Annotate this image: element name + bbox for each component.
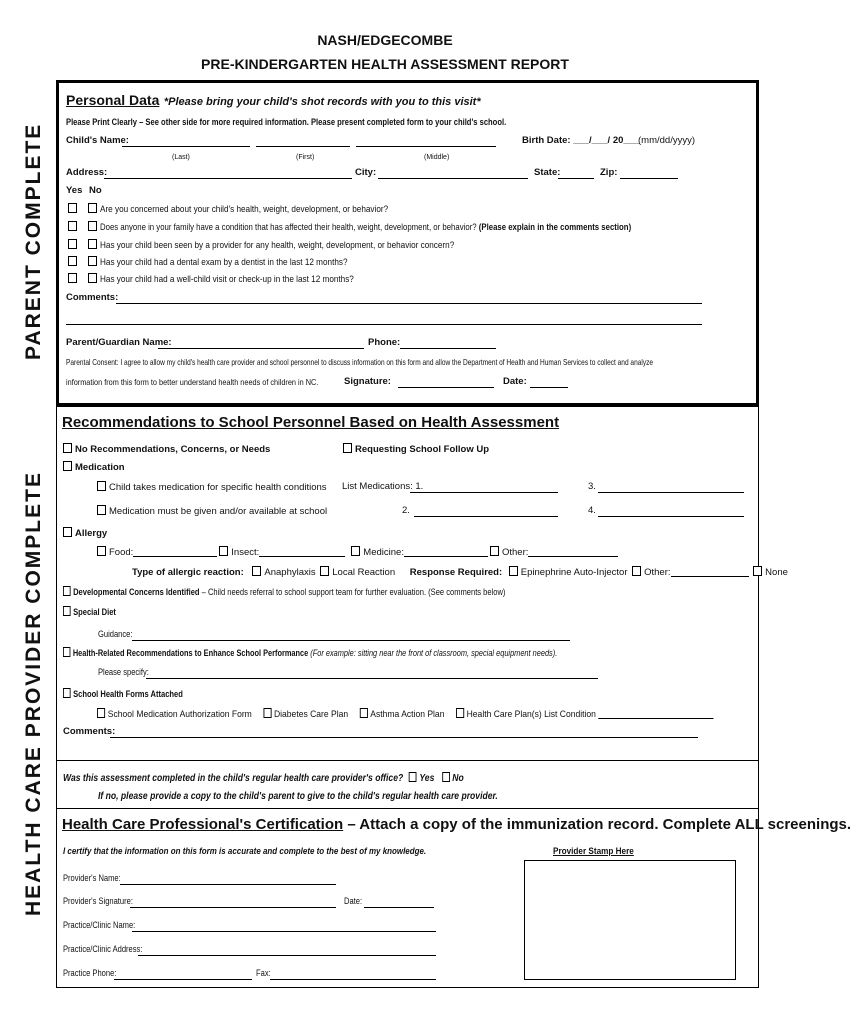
- specify-label: Please specify:: [98, 667, 149, 677]
- certification-heading-row: [62, 816, 851, 833]
- reaction-type-label: Type of allergic reaction:: [132, 567, 244, 578]
- zip-label: Zip:: [600, 167, 618, 178]
- signature-label: Signature:: [344, 376, 391, 387]
- comments-field-line2[interactable]: [66, 314, 702, 325]
- other-response-checkbox[interactable]: [632, 566, 641, 576]
- office-no-label: No: [452, 773, 464, 784]
- other-response-field[interactable]: [671, 566, 749, 577]
- explain-note: (Please explain in the comments section): [478, 222, 632, 233]
- developmental-checkbox[interactable]: [63, 586, 71, 596]
- personal-data-heading: Personal Data: [66, 92, 160, 108]
- anaphylaxis-label: Anaphylaxis: [264, 567, 316, 578]
- epipen-checkbox[interactable]: [509, 566, 518, 576]
- birth-date-format: (mm/dd/yyyy): [638, 135, 695, 146]
- list-meds-label: List Medications: 1.: [342, 481, 424, 492]
- no-recs-label: No Recommendations, Concerns, or Needs: [75, 444, 271, 455]
- office-no-checkbox[interactable]: [442, 772, 450, 782]
- provider-complete-tab: HEALTH CARE PROVIDER COMPLETE: [22, 471, 45, 917]
- local-reaction-label: Local Reaction: [332, 567, 396, 578]
- asthma-plan-checkbox[interactable]: [360, 708, 368, 718]
- address-field[interactable]: [104, 168, 352, 179]
- q5-yes-checkbox[interactable]: [68, 273, 77, 283]
- yes-column-label: Yes: [66, 185, 83, 196]
- practice-name-field[interactable]: [132, 921, 436, 932]
- forms-checkbox[interactable]: [63, 688, 71, 698]
- provider-stamp-box[interactable]: [524, 860, 736, 980]
- other-allergy-field[interactable]: [528, 546, 618, 557]
- medication-2-field[interactable]: [414, 506, 558, 517]
- med-option-row: [97, 505, 327, 517]
- signature-field[interactable]: [398, 377, 494, 388]
- guardian-name-field[interactable]: [158, 338, 364, 349]
- parent-complete-tab: PARENT COMPLETE: [22, 122, 45, 360]
- office-yes-checkbox[interactable]: [409, 772, 417, 782]
- medicine-label: Medicine:: [363, 547, 404, 558]
- developmental-row: [63, 586, 505, 597]
- anaphylaxis-checkbox[interactable]: [252, 566, 261, 576]
- city-label: City:: [355, 167, 377, 178]
- practice-phone-label: Practice Phone:: [63, 968, 117, 978]
- question-text: Has your child had a dental exam by a dentist in the last 12 months?: [100, 257, 348, 268]
- forms-row: [63, 688, 183, 699]
- divider: [56, 808, 759, 809]
- other-allergy-label: Other:: [501, 547, 529, 558]
- comments-label: Comments:: [66, 292, 119, 303]
- middle-name-caption: (Middle): [424, 154, 450, 161]
- provider-signature-label: Provider's Signature:: [63, 896, 133, 906]
- allergy-row: [63, 527, 107, 539]
- med-option-row: [97, 481, 327, 493]
- asthma-plan-label: Asthma Action Plan: [370, 709, 445, 720]
- child-middle-name-field[interactable]: [356, 136, 496, 147]
- allergy-checkbox[interactable]: [63, 527, 72, 537]
- allergy-label: Allergy: [75, 528, 108, 539]
- medication-1-field[interactable]: [410, 482, 558, 493]
- health-care-plan-checkbox[interactable]: [456, 708, 464, 718]
- guardian-name-label: Parent/Guardian Name:: [66, 337, 172, 348]
- food-checkbox[interactable]: [97, 546, 106, 556]
- provider-signature-field[interactable]: [130, 897, 336, 908]
- condition-field[interactable]: [598, 708, 713, 719]
- specify-field[interactable]: [146, 668, 598, 679]
- num3-label: 3.: [588, 481, 596, 492]
- followup-row: [343, 443, 489, 455]
- medicine-checkbox[interactable]: [351, 546, 360, 556]
- none-label: None: [765, 567, 788, 578]
- guidance-field[interactable]: [132, 630, 570, 641]
- q3-yes-checkbox[interactable]: [68, 239, 77, 249]
- office-question: Was this assessment completed in the child's regular health care provider's office?: [63, 773, 404, 784]
- no-recs-checkbox[interactable]: [63, 443, 72, 453]
- question-text: Has your child had a well-child visit or check-up in the last 12 months?: [100, 274, 354, 285]
- recommendations-heading: Recommendations to School Personnel Based on Health Assessment: [62, 414, 560, 431]
- certification-heading: Health Care Professional's Certification: [62, 816, 344, 833]
- personal-data-heading-row: [66, 92, 481, 110]
- date-label: Date:: [503, 376, 527, 387]
- address-label: Address:: [66, 167, 108, 178]
- num4-label: 4.: [588, 505, 596, 516]
- child-name-label: Child's Name:: [66, 135, 129, 146]
- forms-label: School Health Forms Attached: [73, 689, 183, 699]
- q2-no-checkbox[interactable]: [88, 221, 97, 231]
- no-column-label: No: [89, 185, 102, 196]
- local-reaction-checkbox[interactable]: [320, 566, 329, 576]
- instructions: Please Print Clearly – See other side for more required information. Please present completed form to your child's school.: [66, 117, 507, 128]
- consent-text: Parental Consent: I agree to allow my child's health care provider and school personnel to discuss information on this form and allow the Department of Health and Human Services to collect and analyze: [66, 357, 654, 367]
- question-row: [68, 239, 512, 251]
- fax-label: Fax:: [256, 968, 271, 978]
- performance-note: (For example: sitting near the front of classroom, special equipment needs).: [310, 648, 558, 658]
- practice-name-label: Practice/Clinic Name:: [63, 920, 136, 930]
- birth-date-field[interactable]: Birth Date: ___/___/ 20___: [522, 135, 640, 146]
- response-label: Response Required:: [409, 567, 503, 578]
- practice-phone-field[interactable]: [114, 969, 252, 980]
- no-recs-row: [63, 443, 270, 455]
- med-option2-label: Medication must be given and/or available at school: [109, 506, 328, 517]
- diabetes-plan-label: Diabetes Care Plan: [273, 709, 349, 720]
- phone-field[interactable]: [400, 338, 496, 349]
- zip-field[interactable]: [620, 168, 678, 179]
- question-row: [68, 256, 388, 268]
- reaction-row: [132, 566, 788, 578]
- state-field[interactable]: [558, 168, 594, 179]
- question-text: Are you concerned about your child's health, weight, development, or behavior?: [100, 204, 389, 215]
- food-field[interactable]: [133, 546, 217, 557]
- question-row: [68, 221, 748, 233]
- allergy-types-row: [97, 546, 618, 558]
- city-field[interactable]: [378, 168, 528, 179]
- provider-name-field[interactable]: [120, 874, 336, 885]
- none-checkbox[interactable]: [753, 566, 762, 576]
- forms-list-row: [97, 708, 713, 720]
- consent-text-line2: information from this form to better understand health needs of children in NC.: [66, 377, 319, 387]
- practice-address-field[interactable]: [138, 945, 436, 956]
- provider-comments-label: Comments:: [63, 726, 116, 737]
- phone-label: Phone:: [368, 337, 401, 348]
- developmental-label: Developmental Concerns Identified: [73, 587, 200, 597]
- medication-3-field[interactable]: [598, 482, 744, 493]
- question-row: [68, 273, 395, 285]
- child-last-name-field[interactable]: [122, 136, 250, 147]
- medication-checkbox[interactable]: [63, 461, 72, 471]
- guidance-label: Guidance:: [98, 629, 133, 639]
- form-title-line1: NASH/EDGECOMBE: [317, 32, 453, 48]
- medication-label: Medication: [75, 462, 125, 473]
- divider: [56, 760, 759, 761]
- num2-label: 2.: [402, 505, 410, 516]
- med-option1-label: Child takes medication for specific health conditions: [109, 482, 327, 493]
- office-note: If no, please provide a copy to the child's parent to give to the child's regular health care provider.: [98, 791, 498, 802]
- diet-row: [63, 606, 116, 617]
- q2-yes-checkbox[interactable]: [68, 221, 77, 231]
- question-text: Does anyone in your family have a condition that has affected their health, weight, development, or behavior?: [100, 222, 477, 233]
- office-yes-label: Yes: [419, 773, 435, 784]
- certification-heading-rest: – Attach a copy of the immunization record. Complete ALL screenings.: [347, 816, 851, 833]
- med-auth-form-checkbox[interactable]: [97, 708, 105, 718]
- insect-field[interactable]: [259, 546, 345, 557]
- last-name-caption: (Last): [172, 154, 190, 161]
- provider-comments-field[interactable]: [110, 727, 698, 738]
- developmental-note: – Child needs referral to school support team for further evaluation. (See comments below): [201, 587, 506, 597]
- food-label: Food:: [109, 547, 134, 558]
- performance-label: Health-Related Recommendations to Enhance School Performance: [72, 648, 309, 658]
- question-text: Has your child been seen by a provider for any health, weight, development, or behavior concern?: [100, 240, 455, 251]
- insect-checkbox[interactable]: [219, 546, 228, 556]
- followup-checkbox[interactable]: [343, 443, 352, 453]
- child-first-name-field[interactable]: [256, 136, 350, 147]
- form-title-line2: PRE-KINDERGARTEN HEALTH ASSESSMENT REPORT: [201, 56, 569, 72]
- fax-field[interactable]: [270, 969, 436, 980]
- q1-no-checkbox[interactable]: [88, 203, 97, 213]
- shot-records-note: *Please bring your child's shot records with you to this visit*: [163, 96, 481, 108]
- provider-date-field[interactable]: [364, 897, 434, 908]
- comments-field[interactable]: [116, 293, 702, 304]
- first-name-caption: (First): [296, 154, 315, 161]
- other-allergy-checkbox[interactable]: [490, 546, 499, 556]
- med-option1-checkbox[interactable]: [97, 481, 106, 491]
- other-response-label: Other:: [644, 567, 671, 578]
- q1-yes-checkbox[interactable]: [68, 203, 77, 213]
- provider-name-label: Provider's Name:: [63, 873, 121, 883]
- practice-address-label: Practice/Clinic Address:: [63, 944, 143, 954]
- q4-no-checkbox[interactable]: [88, 256, 97, 266]
- state-label: State:: [534, 167, 561, 178]
- medication-4-field[interactable]: [598, 506, 744, 517]
- provider-stamp-label: Provider Stamp Here: [553, 846, 634, 857]
- medication-row: [63, 461, 125, 473]
- q5-no-checkbox[interactable]: [88, 273, 97, 283]
- performance-checkbox[interactable]: [63, 647, 70, 657]
- med-option2-checkbox[interactable]: [97, 505, 106, 515]
- insect-label: Insect:: [231, 547, 260, 558]
- diabetes-plan-checkbox[interactable]: [263, 708, 271, 718]
- provider-date-label: Date:: [344, 896, 363, 906]
- med-auth-form-label: School Medication Authorization Form: [107, 709, 252, 720]
- diet-checkbox[interactable]: [63, 606, 71, 616]
- diet-label: Special Diet: [73, 607, 116, 617]
- health-care-plan-label: Health Care Plan(s) List Condition: [466, 709, 596, 720]
- office-question-row: [63, 772, 464, 784]
- q4-yes-checkbox[interactable]: [68, 256, 77, 266]
- medicine-allergy-field[interactable]: [404, 546, 488, 557]
- q3-no-checkbox[interactable]: [88, 239, 97, 249]
- followup-label: Requesting School Follow Up: [355, 444, 490, 455]
- date-field[interactable]: [530, 377, 568, 388]
- certify-statement: I certify that the information on this form is accurate and complete to the best of my knowledge.: [63, 846, 427, 857]
- question-row: [68, 203, 435, 215]
- epipen-label: Epinephrine Auto-Injector: [520, 567, 628, 578]
- performance-row: [63, 647, 557, 658]
